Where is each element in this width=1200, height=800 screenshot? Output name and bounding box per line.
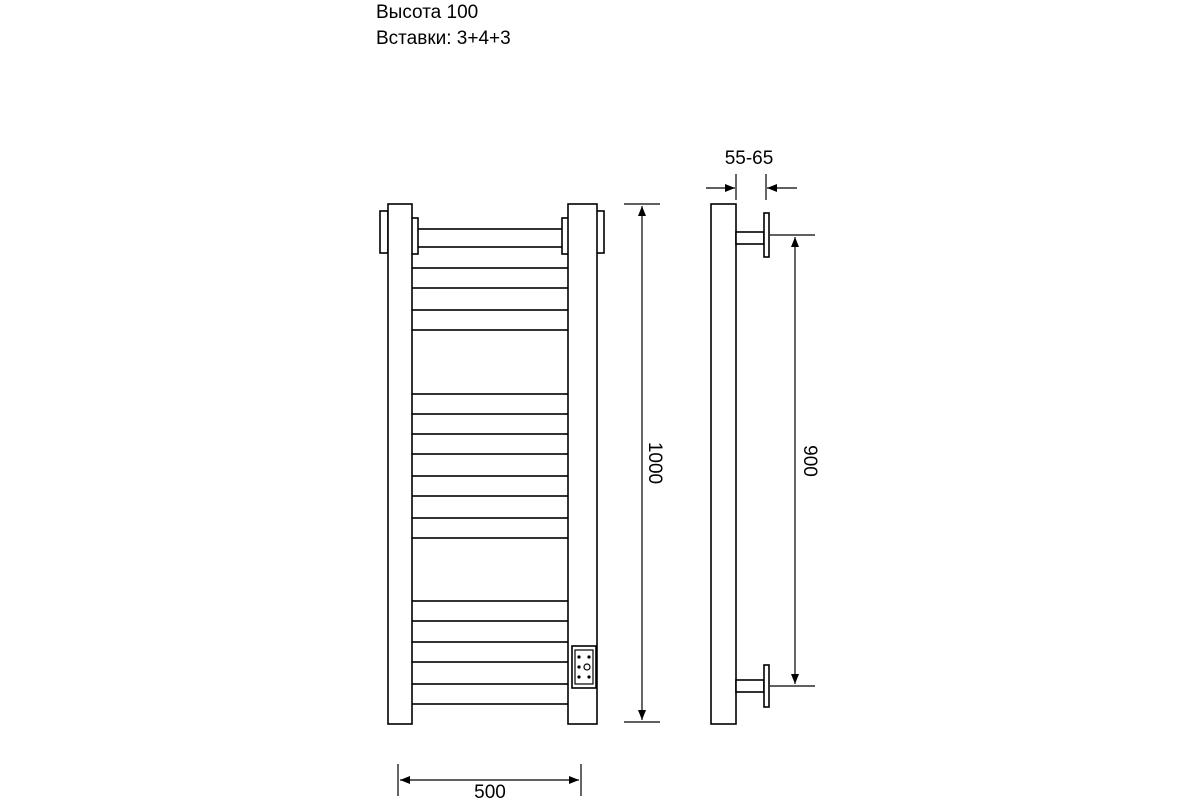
width-value: 500 [474, 782, 506, 800]
height-dimension [624, 204, 665, 722]
mount-spacing-value: 900 [799, 445, 820, 477]
indicator-dot [577, 675, 580, 678]
width-dimension [398, 764, 581, 800]
rail-group-1 [410, 268, 570, 330]
top-rail [410, 229, 570, 247]
indicator-dot [577, 665, 580, 668]
rail [410, 476, 570, 496]
offset-value: 55-65 [724, 148, 774, 169]
mount-spacing-dimension [770, 235, 820, 686]
left-top-bracket [380, 211, 388, 253]
rail [410, 394, 570, 414]
height-spec: Высота 100 [376, 2, 479, 23]
top-mount-arm [736, 232, 764, 244]
front-view [380, 204, 604, 724]
control-unit [572, 646, 596, 688]
rail [410, 518, 570, 538]
offset-dimension [706, 148, 797, 200]
inserts-spec: Вставки: 3+4+3 [376, 28, 511, 49]
indicator-dot [587, 675, 590, 678]
rail-group-3 [410, 601, 570, 704]
rail-group-2 [410, 394, 570, 538]
rail [410, 684, 570, 704]
rail [410, 310, 570, 330]
side-view [711, 204, 769, 724]
rail [410, 268, 570, 288]
left-post [388, 204, 412, 724]
bottom-wall-plate [764, 665, 769, 707]
indicator-dot [587, 655, 590, 658]
top-wall-plate [764, 213, 769, 257]
side-post [711, 204, 736, 724]
bottom-mount-arm [736, 680, 764, 692]
rail [410, 601, 570, 621]
indicator-dot [577, 655, 580, 658]
height-value: 1000 [644, 441, 665, 485]
rail [410, 434, 570, 454]
rail [410, 642, 570, 662]
